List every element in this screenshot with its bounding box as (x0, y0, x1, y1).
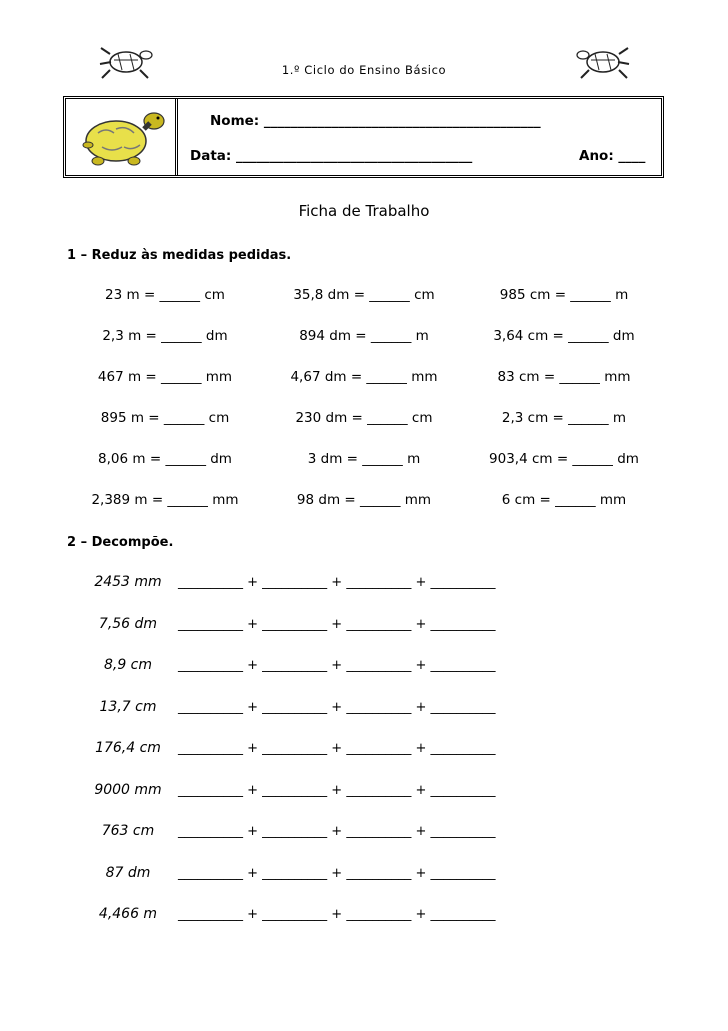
exercise2-heading: 2 – Decompõe. (67, 535, 174, 550)
conversion-item[interactable]: 8,06 m = ______ dm (98, 451, 232, 467)
decompose-value: 7,56 dm (98, 616, 158, 632)
decompose-answer-blanks[interactable]: __________ + __________ + __________ + __________ (178, 866, 496, 881)
conversion-item[interactable]: 83 cm = ______ mm (497, 369, 631, 385)
conversion-item[interactable]: 2,389 m = ______ mm (91, 492, 239, 508)
school-level: 1.º Ciclo do Ensino Básico (281, 63, 447, 77)
decompose-value: 763 cm (101, 823, 155, 839)
conversion-item[interactable]: 4,67 dm = ______ mm (290, 369, 438, 385)
decompose-value: 176,4 cm (95, 740, 161, 756)
conversion-item[interactable]: 2,3 cm = ______ m (501, 410, 627, 426)
conversion-item[interactable]: 895 m = ______ cm (100, 410, 230, 426)
header-divider (175, 99, 178, 175)
conversion-item[interactable]: 23 m = ______ cm (105, 287, 225, 303)
turtle-logo-icon (76, 103, 168, 171)
decompose-answer-blanks[interactable]: __________ + __________ + __________ + __________ (178, 575, 496, 590)
ano-field[interactable]: Ano: ____ (579, 148, 646, 164)
student-info-box (63, 96, 664, 178)
decompose-value: 9000 mm (94, 782, 162, 798)
decompose-answer-blanks[interactable]: __________ + __________ + __________ + __________ (178, 741, 496, 756)
conversion-item[interactable]: 3,64 cm = ______ dm (493, 328, 635, 344)
data-field[interactable]: Data: ___________________________________ (190, 148, 473, 164)
conversion-item[interactable]: 230 dm = ______ cm (295, 410, 433, 426)
decompose-answer-blanks[interactable]: __________ + __________ + __________ + __________ (178, 617, 496, 632)
conversion-item[interactable]: 3 dm = ______ m (307, 451, 421, 467)
page-title: Ficha de Trabalho (298, 202, 430, 220)
conversion-item[interactable]: 35,8 dm = ______ cm (293, 287, 435, 303)
decompose-value: 8,9 cm (103, 657, 153, 673)
conversion-item[interactable]: 2,3 m = ______ dm (102, 328, 228, 344)
conversion-item[interactable]: 903,4 cm = ______ dm (489, 451, 639, 467)
decompose-answer-blanks[interactable]: __________ + __________ + __________ + __________ (178, 907, 496, 922)
decompose-answer-blanks[interactable]: __________ + __________ + __________ + __________ (178, 700, 496, 715)
conversion-item[interactable]: 894 dm = ______ m (299, 328, 429, 344)
decompose-answer-blanks[interactable]: __________ + __________ + __________ + __________ (178, 783, 496, 798)
decompose-value: 87 dm (105, 865, 151, 881)
decompose-value: 13,7 cm (99, 699, 157, 715)
conversion-item[interactable]: 6 cm = ______ mm (501, 492, 627, 508)
nome-field[interactable]: Nome: _________________________________________ (210, 113, 541, 129)
conversion-item[interactable]: 985 cm = ______ m (499, 287, 629, 303)
exercise1-heading: 1 – Reduz às medidas pedidas. (67, 248, 292, 263)
decompose-answer-blanks[interactable]: __________ + __________ + __________ + __________ (178, 658, 496, 673)
decompose-value: 2453 mm (94, 574, 162, 590)
conversion-item[interactable]: 98 dm = ______ mm (296, 492, 432, 508)
decompose-answer-blanks[interactable]: __________ + __________ + __________ + __________ (178, 824, 496, 839)
decompose-value: 4,466 m (98, 906, 158, 922)
conversion-item[interactable]: 467 m = ______ mm (97, 369, 233, 385)
